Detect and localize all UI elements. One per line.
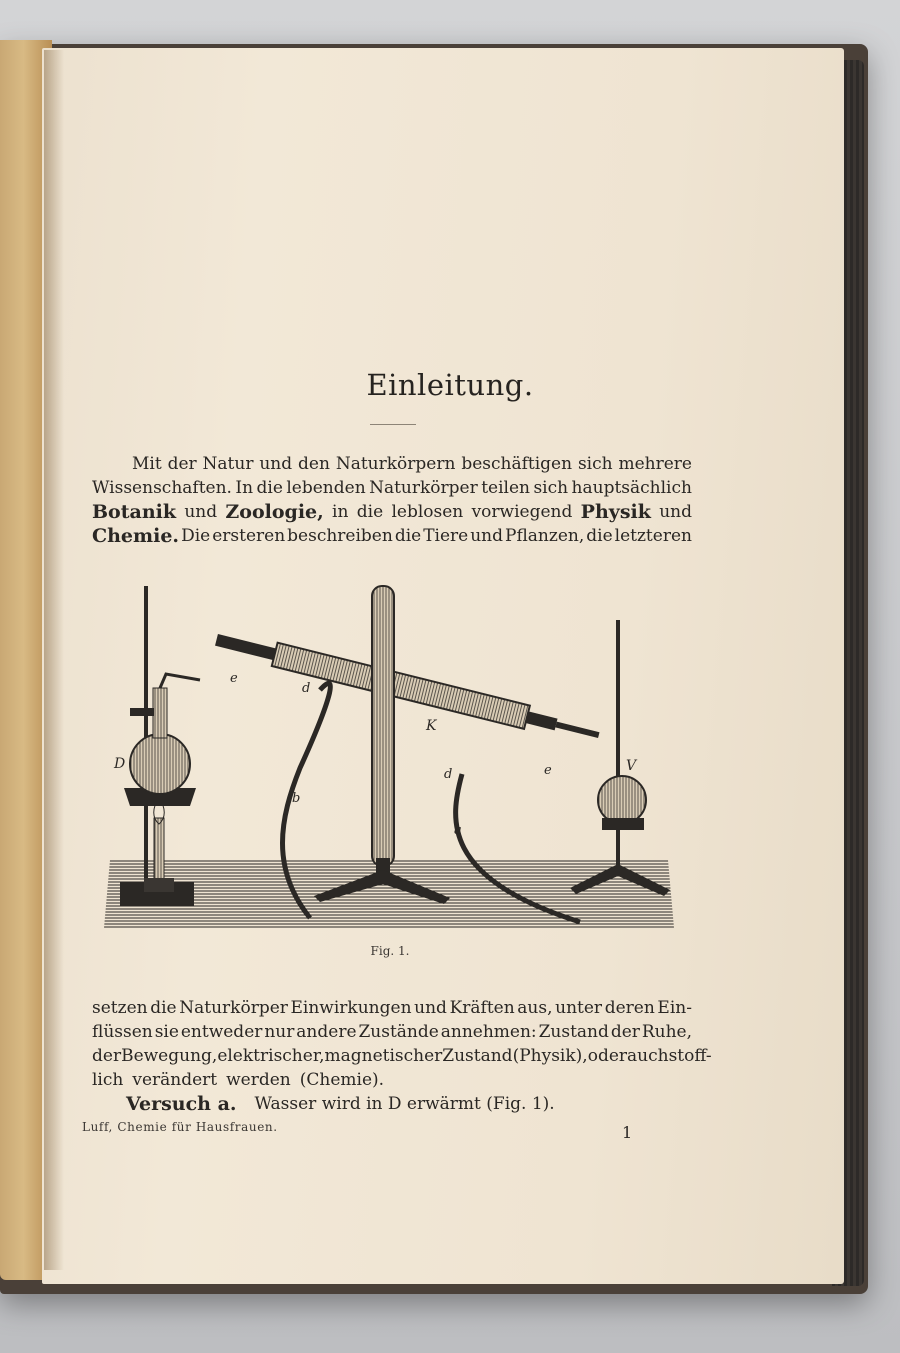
word: nur <box>264 1022 295 1042</box>
word: auch <box>627 1046 669 1066</box>
word: vorwiegend <box>471 502 573 522</box>
delivery-tube <box>160 674 200 688</box>
central-stand-column <box>372 586 394 866</box>
word: Einwirkungen <box>290 998 412 1018</box>
paragraph-bottom-line <box>92 1068 692 1092</box>
word: annehmen: <box>440 1022 537 1042</box>
word: unter <box>555 998 603 1018</box>
word: lebenden <box>286 478 366 498</box>
word: Physik <box>580 501 651 523</box>
word: und <box>184 502 218 522</box>
word: Botanik <box>92 501 177 523</box>
word: Naturkörpern <box>335 454 456 474</box>
word: und <box>659 502 692 522</box>
word: Chemie. <box>92 525 180 547</box>
word: magnetischer <box>324 1046 443 1066</box>
paragraph-bottom-line <box>92 1044 712 1068</box>
word: sich <box>577 454 613 474</box>
paragraph-top-line <box>92 500 692 524</box>
label-e-left: e <box>230 671 238 686</box>
word: andere <box>296 1022 357 1042</box>
word: Zustand <box>538 1022 609 1042</box>
page-gutter <box>44 50 64 1270</box>
burner-tube <box>154 818 164 884</box>
word: der <box>610 1022 640 1042</box>
word: Ruhe, <box>641 1022 692 1042</box>
burner-foot <box>144 878 174 892</box>
word: stoff- <box>668 1046 712 1066</box>
word: in <box>332 502 349 522</box>
word: Mit <box>132 454 162 474</box>
word: entweder <box>180 1022 263 1042</box>
word: beschreiben <box>287 526 393 546</box>
flask-d <box>130 734 190 794</box>
word: leblosen <box>391 502 464 522</box>
word: den <box>298 454 330 474</box>
word: flüssen <box>92 1022 153 1042</box>
label-d-top: d <box>302 681 311 696</box>
page-number: 1 <box>622 1123 633 1142</box>
word: letzteren <box>614 526 692 546</box>
experiment-text: Wasser wird in D erwärmt (Fig. 1). <box>254 1094 555 1114</box>
experiment-line <box>126 1092 566 1116</box>
label-e-right: e <box>544 763 552 778</box>
word: Zustand <box>442 1046 513 1066</box>
word: (Chemie). <box>299 1070 385 1090</box>
word: In <box>235 478 254 498</box>
paragraph-bottom-line <box>92 1020 692 1044</box>
word: Naturkörper <box>369 478 478 498</box>
word: verändert <box>132 1070 218 1090</box>
word: der <box>92 1046 122 1066</box>
word: Natur <box>202 454 254 474</box>
word: und <box>259 454 293 474</box>
word: Tiere <box>423 526 469 546</box>
experiment-label: Versuch a. <box>126 1093 237 1115</box>
word: Ein- <box>657 998 692 1018</box>
right-stand-rod <box>616 620 620 870</box>
paragraph-top-line <box>132 452 692 476</box>
label-a: a <box>454 823 462 838</box>
word: der <box>167 454 197 474</box>
word: Zoologie, <box>225 501 324 523</box>
word: die <box>256 478 283 498</box>
paragraph-bottom-line <box>92 996 692 1020</box>
word: elektrischer, <box>217 1046 325 1066</box>
word: deren <box>604 998 655 1018</box>
clamp <box>130 708 154 716</box>
flask-d-neck <box>153 688 167 738</box>
flask-v <box>598 776 646 824</box>
page-title: Einleitung. <box>366 368 534 402</box>
word: Kräften <box>449 998 515 1018</box>
word: beschäftigen <box>461 454 573 474</box>
word: die <box>586 526 613 546</box>
label-k: K <box>426 718 437 734</box>
label-v: V <box>626 758 637 774</box>
word: mehrere <box>618 454 692 474</box>
word: aus, <box>517 998 553 1018</box>
word: oder <box>587 1046 628 1066</box>
word: sie <box>154 1022 179 1042</box>
running-footer: Luff, Chemie für Hausfrauen. <box>82 1120 278 1134</box>
word: lich <box>92 1070 124 1090</box>
word: werden <box>226 1070 291 1090</box>
word: teilen <box>481 478 530 498</box>
word: die <box>150 998 177 1018</box>
word: (Physik), <box>512 1046 588 1066</box>
word: und <box>414 998 447 1018</box>
word: Bewegung, <box>121 1046 218 1066</box>
paragraph-top-line <box>92 524 692 548</box>
word: hauptsächlich <box>571 478 692 498</box>
title-divider <box>370 424 416 425</box>
condenser-k <box>214 628 602 747</box>
label-b: b <box>292 791 301 806</box>
label-d: D <box>114 756 126 772</box>
word: und <box>470 526 504 546</box>
paragraph-top-line <box>92 476 692 500</box>
word: Naturkörper <box>179 998 288 1018</box>
distillation-apparatus-figure <box>100 578 680 932</box>
label-d-bottom: d <box>444 767 453 782</box>
word: Die <box>181 526 211 546</box>
word: die <box>356 502 384 522</box>
word: ersteren <box>212 526 286 546</box>
word: setzen <box>92 998 148 1018</box>
figure-caption: Fig. 1. <box>370 944 410 958</box>
word: die <box>394 526 422 546</box>
word: Pflanzen, <box>505 526 585 546</box>
word: Wissenschaften. <box>92 478 232 498</box>
word: sich <box>533 478 569 498</box>
word: Zustände <box>358 1022 439 1042</box>
